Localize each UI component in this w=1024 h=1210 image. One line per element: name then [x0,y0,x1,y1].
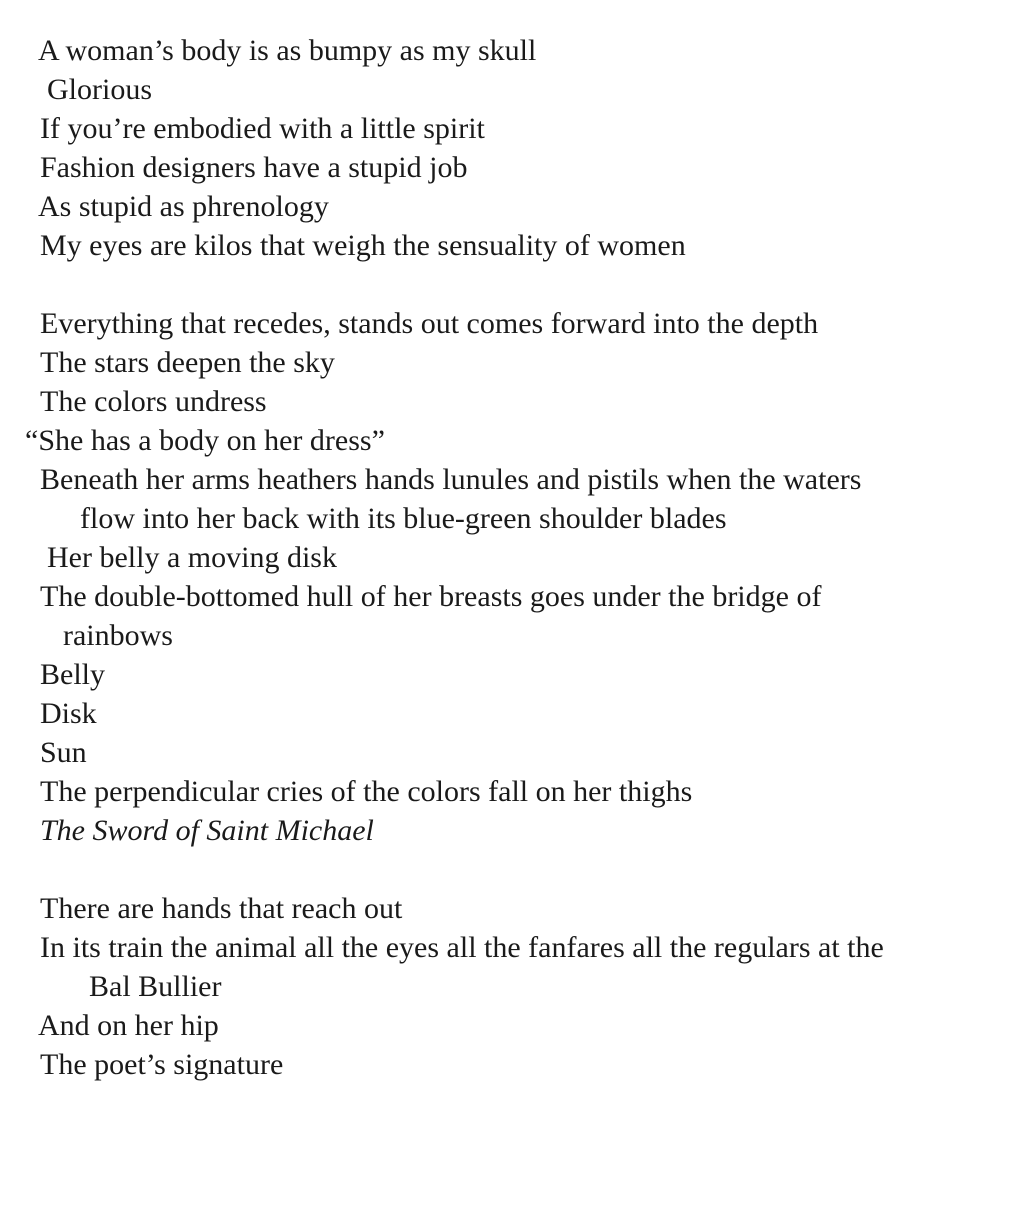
poem-line: Belly [40,658,105,691]
poem-line: “She has a body on her dress” [25,424,385,457]
poem-line-continuation: flow into her back with its blue-green shoulder blades [80,502,727,535]
poem-line: If you’re embodied with a little spirit [40,112,485,145]
poem-line: Disk [40,697,97,730]
poem-line: Glorious [47,73,152,106]
poem-line: Beneath her arms heathers hands lunules and pistils when the waters [40,463,862,496]
poem-line-italic: The Sword of Saint Michael [40,814,374,847]
poem-line-continuation: Bal Bullier [89,970,222,1003]
poem-line: The poet’s signature [40,1048,284,1081]
poem-line: A woman’s body is as bumpy as my skull [38,34,537,67]
poem-line: The double-bottomed hull of her breasts goes under the bridge of [40,580,822,613]
poem-line: The stars deepen the sky [40,346,335,379]
poem-line: As stupid as phrenology [38,190,329,223]
poem-line: Everything that recedes, stands out comes forward into the depth [40,307,819,340]
poem-line: There are hands that reach out [40,892,403,925]
poem-line: Fashion designers have a stupid job [40,151,468,184]
poem-line: My eyes are kilos that weigh the sensuality of women [40,229,686,262]
poem-line: And on her hip [38,1009,219,1042]
poem-line: Sun [40,736,87,769]
poem-line-continuation: rainbows [63,619,173,652]
poem-line: In its train the animal all the eyes all the fanfares all the regulars at the [40,931,884,964]
poem-line: The perpendicular cries of the colors fall on her thighs [40,775,693,808]
poem-line: Her belly a moving disk [47,541,337,574]
poem-line: The colors undress [40,385,267,418]
